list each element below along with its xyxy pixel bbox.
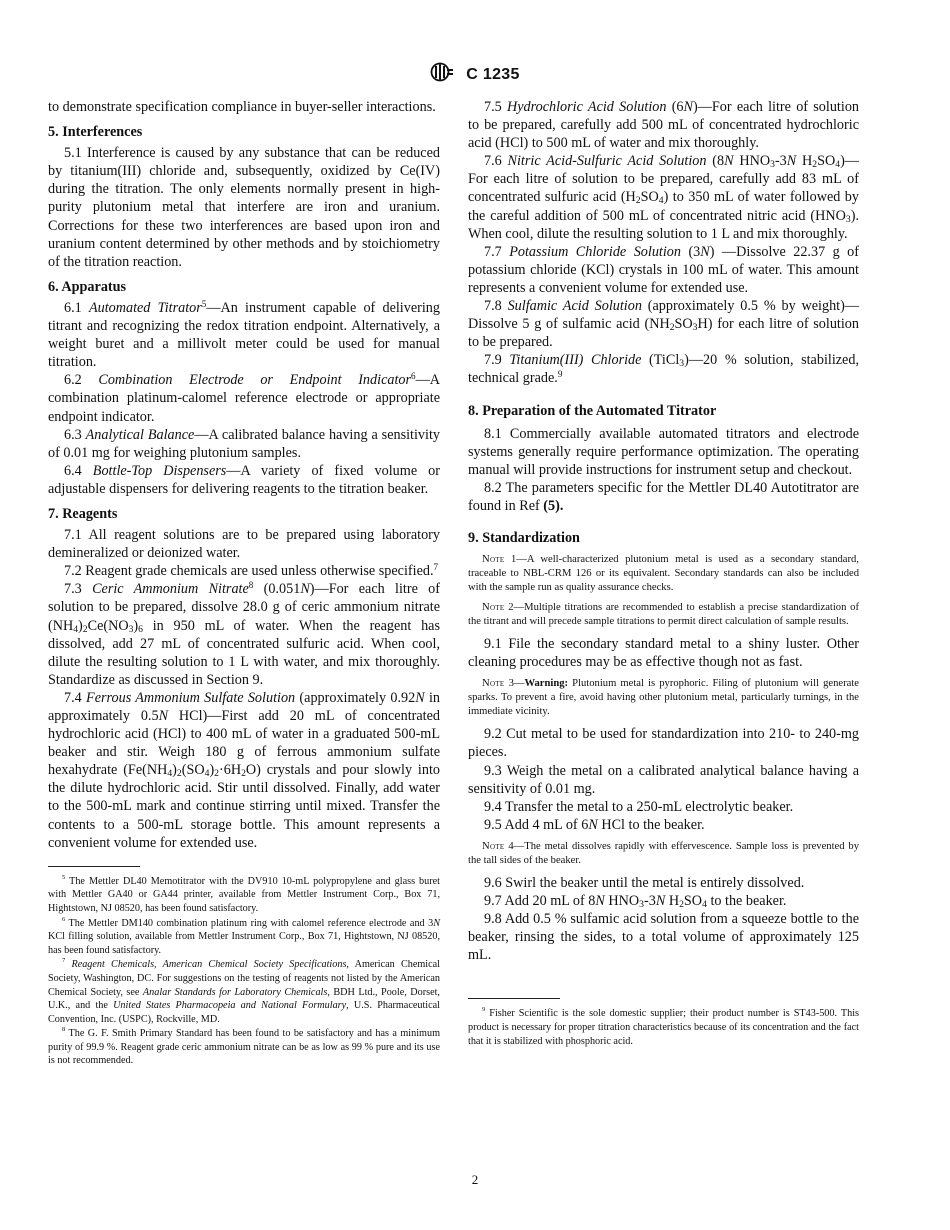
paragraph: 9.2 Cut metal to be used for standardization into 210- to 240-mg pieces. [468, 726, 859, 761]
footnote: $^9$ Fisher Scientific is the sole domestic supplier; their product number is ST43-500. This product is necessary for proper titration characteristics because of its concentration and the fact that it is stabilized with phosphoric acid. [468, 1006, 859, 1047]
paragraph: 9.3 Weigh the metal on a calibrated analytical balance having a sensitivity of 0.01 mg. [468, 762, 859, 797]
paragraph: 7.5 Hydrochloric Acid Solution (6N)—For each litre of solution to be prepared, carefully add 500 mL of concentrated hydrochloric acid (HCl) to 500 mL of water and mix thoroughly. [468, 99, 860, 152]
right-column [468, 98, 859, 1049]
paragraph: 5.1 Interference is caused by any substance that can be reduced by titanium(III) chloride and, subsequently, oxidized by Ce(IV) during the titration. The only elements normally present in high-purity plutonium metal that interfere are iron and uranium. Corrections for these two interferences are based upon iron and uranium content determined by other methods and by stoichiometry of the titration reaction. [48, 145, 440, 270]
footnote: $^6$ The Mettler DM140 combination platinum ring with calomel reference electrode and 3N KCl filling solution, available from Mettler Instrument Corp., Box 71, Hightstown, NJ 08520, has been found satisfactory. [48, 915, 440, 956]
section-heading: 8. Preparation of the Automated Titrator [468, 402, 717, 419]
note: Note 3—Warning: Plutonium metal is pyrophoric. Filing of plutonium will generate sparks. To prevent a fire, avoid having other plutonium metal, particularly turnings, in the immediate vicinity. [468, 678, 859, 718]
paragraph: 8.2 The parameters specific for the Mettler DL40 Autotitrator are found in Ref (5). [468, 479, 859, 514]
paragraph: 9.7 Add 20 mL of 8N $HNO_3-3N$ $H_2SO_4$ to the beaker. [484, 893, 787, 910]
page-header [0, 62, 950, 87]
paragraph: 9.8 Add 0.5 % sulfamic acid solution from a squeeze bottle to the beaker, rinsing the sides, to a total volume of approximately 125 mL. [468, 911, 859, 964]
paragraph: 6.1 Automated Titrator$^5$—An instrument capable of delivering titrant and recognizing the redox titration endpoint. Alternatively, a weight buret and a millivolt meter could be used for manual titration. [48, 298, 440, 371]
paragraph: 7.8 Sulfamic Acid Solution (approximately 0.5 % by weight)—Dissolve 5 g of sulfamic acid $(NH_2SO_3H)$ for each litre of solution to be prepared. [468, 298, 860, 351]
footnote-divider [48, 866, 140, 867]
paragraph: 7.3 Ceric Ammonium Nitrate$^8$ (0.051N)—For each litre of solution to be prepared, dissolve 28.0 g of ceric ammonium nitrate $(NH_4)_2Ce(NO_3)_6$ in 950 mL of water. When the reagent has dissolved, add 27 mL of concentrated sulfuric acid. When cool, dilute the resulting solution to 1 L with water, and mix thoroughly. Standardize as discussed in Section 9. [48, 580, 441, 688]
paragraph: 8.1 Commercially available automated titrators and electrode systems generally require performance optimization. The operating manual will provide instructions for instrument setup and checkout. [468, 425, 859, 478]
astm-logo-icon [430, 62, 456, 87]
note: Note 2—Multiple titrations are recommended to establish a precise standardization of the titrant and will precede sample titrations to permit direct calculation of sample results. [468, 602, 859, 628]
note: Note 1—A well-characterized plutonium metal is used as a secondary standard, traceable to NBL-CRM 126 or its equivalent. Secondary standards can also be included with the sample run as quality assurance checks. [468, 554, 859, 594]
paragraph: 6.3 Analytical Balance—A calibrated balance having a sensitivity of 0.01 mg for weighing plutonium samples. [48, 426, 440, 461]
section-heading: 7. Reagents [48, 505, 118, 522]
page-number: 2 [471, 1172, 479, 1187]
left-column [48, 98, 440, 1069]
paragraph: 7.7 Potassium Chloride Solution (3N) —Dissolve 22.37 g of potassium chloride (KCl) crystals in 100 mL of water. This amount represents a convenient volume for extended use. [468, 243, 860, 296]
footnote: $^7$ Reagent Chemicals, American Chemical Society Specifications, American Chemical Society, Washington, DC. For suggestions on the testing of reagents not listed by the American Chemical Society, see Analar Standards for Laboratory Chemicals, BDH Ltd., Poole, Dorset, U.K., and the United States Pharmacopeia and National Formulary, U.S. Pharmaceutical Convention, Inc. (USPC), Rockville, MD. [48, 957, 441, 1025]
paragraph: 6.2 Combination Electrode or Endpoint Indicator$^6$—A combination platinum-calomel reference electrode or appropriate endpoint indicator. [48, 371, 440, 425]
paragraph: to demonstrate specification compliance in buyer-seller interactions. [48, 99, 436, 115]
section-heading: 6. Apparatus [48, 278, 127, 295]
section-heading: 9. Standardization [468, 530, 580, 547]
paragraph: 9.1 File the secondary standard metal to a shiny luster. Other cleaning procedures may be as effective though not as fast. [468, 636, 859, 671]
paragraph: 9.5 Add 4 mL of 6N HCl to the beaker. [484, 816, 705, 833]
paragraph: 6.4 Bottle-Top Dispensers—A variety of fixed volume or adjustable dispensers for delivering reagents to the titration beaker. [48, 462, 440, 497]
paragraph: 7.9 Titanium(III) Chloride (TiCl$_3$)—20 % solution, stabilized, technical grade.$^9$ [468, 352, 859, 387]
paragraph: 7.1 All reagent solutions are to be prepared using laboratory demineralized or deionized water. [48, 527, 440, 562]
note: Note 4—The metal dissolves rapidly with effervescence. Sample loss is prevented by the tall sides of the beaker. [468, 840, 859, 866]
paragraph: 9.6 Swirl the beaker until the metal is entirely dissolved. [484, 874, 805, 891]
document-id: C 1235 [466, 65, 520, 83]
footnote: $^5$ The Mettler DL40 Memotitrator with the DV910 10-mL polypropylene and glass buret with Mettler GA40 or GA44 printer, available from Mettler Instrument Corp., Box 71, Hightstown, NJ 08520, has been found satisfactory. [48, 873, 440, 914]
footnote: $^8$ The G. F. Smith Primary Standard has been found to be satisfactory and has a minimum purity of 99.9 %. Reagent grade ceric ammonium nitrate can be as low as 99 % pure and its use is not recommended. [48, 1026, 440, 1067]
paragraph: 7.6 Nitric Acid-Sulfuric Acid Solution (8N $HNO_3-3N$ $H_2SO_4)—For$ each litre of solution to be prepared, carefully add 83 mL of concentrated sulfuric acid $(H_2SO_4)$ to 350 mL of water followed by the careful addition of 500 mL of concentrated nitric acid $(HNO_3)$. When cool, dilute the resulting solution to 1 L and mix thoroughly. [468, 153, 859, 242]
section-heading: 5. Interferences [48, 124, 143, 141]
paragraph: 7.4 Ferrous Ammonium Sulfate Solution (approximately 0.92N in approximately 0.5N HCl)—First add 20 mL of concentrated hydrochloric acid (HCl) to 400 mL of water in a graduated 500-mL beaker and stir. Weigh 180 g of ferrous ammonium sulfate hexahydrate $(Fe(NH_4)_2(SO_4)_2\cdot 6H_2O)$ crystals and pour slowly into the dilute hydrochloric acid. Stir until dissolved. Finally, add water to the 500-mL mark and continue stirring until mixed. Transfer the contents to a 500-mL storage bottle. This amount represents a convenient volume for extended use. [48, 689, 441, 851]
paragraph: 7.2 Reagent grade chemicals are used unless otherwise specified.$^7$ [64, 562, 439, 580]
paragraph: 9.4 Transfer the metal to a 250-mL electrolytic beaker. [484, 798, 794, 815]
footnote-divider [468, 998, 560, 999]
